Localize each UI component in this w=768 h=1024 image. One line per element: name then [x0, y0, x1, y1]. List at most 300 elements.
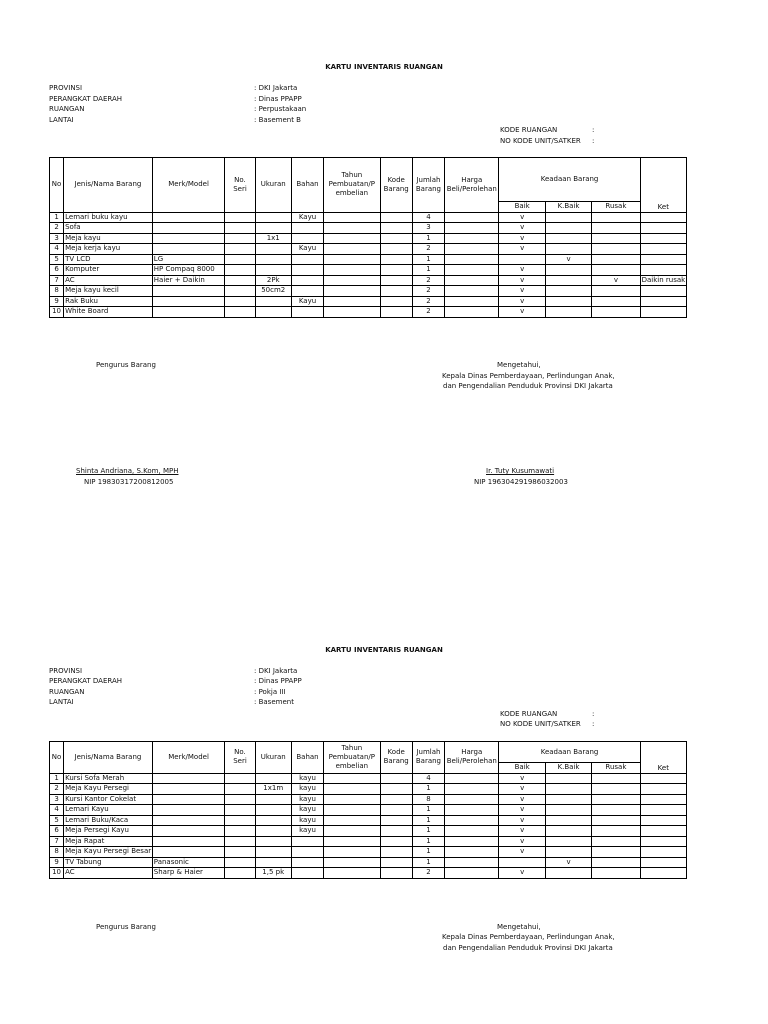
cell-baik: v	[499, 836, 545, 847]
cell-jenis: Meja Rapat	[64, 836, 153, 847]
cell-jumlah: 1	[412, 265, 444, 276]
pengurus-nip: NIP 19830317200812005	[84, 478, 174, 486]
cell-jumlah: 1	[412, 815, 444, 826]
cell-bahan: kayu	[291, 784, 323, 795]
table-row	[50, 836, 687, 847]
cell-bahan	[291, 836, 323, 847]
cell-merk	[152, 233, 225, 244]
cell-kode	[380, 265, 412, 276]
cell-tahun	[324, 254, 380, 265]
cell-merk: HP Compaq 8000	[152, 265, 225, 276]
cell-jumlah: 1	[412, 784, 444, 795]
cell-jumlah: 1	[412, 805, 444, 816]
cell-baik: v	[499, 296, 545, 307]
cell-seri	[225, 857, 255, 868]
cell-no: 8	[50, 286, 64, 297]
cell-ukuran	[255, 265, 291, 276]
cell-bahan: kayu	[291, 805, 323, 816]
cell-ukuran	[255, 244, 291, 255]
meta-label-perangkat: PERANGKAT DAERAH	[49, 95, 122, 103]
cell-ukuran	[255, 857, 291, 868]
cell-baik: v	[499, 275, 545, 286]
cell-no: 9	[50, 296, 64, 307]
header-ket: Ket	[640, 158, 686, 213]
cell-merk	[152, 794, 225, 805]
cell-baik: v	[499, 244, 545, 255]
cell-rusak	[592, 286, 640, 297]
cell-rusak	[592, 794, 640, 805]
cell-no: 5	[50, 254, 64, 265]
cell-rusak	[592, 784, 640, 795]
cell-baik: v	[499, 784, 545, 795]
cell-ket: Daikin rusak	[641, 275, 686, 284]
pengurus-barang-label: Pengurus Barang	[96, 361, 156, 369]
cell-kbaik	[545, 212, 591, 223]
cell-tahun	[324, 805, 380, 816]
cell-jumlah: 1	[412, 836, 444, 847]
cell-no: 2	[50, 223, 64, 234]
cell-seri	[225, 868, 255, 879]
meta-value-perangkat: : Dinas PPAPP	[254, 95, 302, 103]
cell-kode	[380, 857, 412, 868]
table-row	[50, 794, 687, 805]
header-ket: Ket	[640, 742, 686, 774]
cell-bahan	[291, 868, 323, 879]
cell-jumlah: 3	[412, 223, 444, 234]
table-row	[50, 784, 687, 795]
kode-ruangan-label: KODE RUANGAN	[500, 126, 558, 134]
cell-jenis: Meja Persegi Kayu	[64, 826, 153, 837]
cell-jumlah: 2	[412, 275, 444, 286]
cell-ukuran: 1,5 pk	[255, 868, 291, 879]
cell-merk: Sharp & Haier	[152, 868, 225, 879]
cell-kode	[380, 254, 412, 265]
cell-harga	[445, 868, 499, 879]
meta-label-lantai-2: LANTAI	[49, 698, 74, 706]
cell-seri	[225, 805, 255, 816]
cell-harga	[445, 826, 499, 837]
cell-tahun	[324, 847, 380, 858]
cell-seri	[225, 233, 255, 244]
header-harga: Harga Beli/Perolehan	[445, 742, 499, 774]
cell-kbaik	[545, 805, 591, 816]
cell-jenis: Kursi Kantor Cokelat	[64, 794, 153, 805]
cell-ket	[640, 826, 686, 837]
cell-merk: Haier + Daikin	[152, 275, 225, 286]
cell-jenis: Rak Buku	[64, 296, 153, 307]
cell-bahan: Kayu	[291, 296, 323, 307]
no-kode-label-2: NO KODE UNIT/SATKER	[500, 720, 581, 728]
cell-no: 7	[50, 836, 64, 847]
cell-bahan	[291, 857, 323, 868]
cell-seri	[225, 784, 255, 795]
cell-harga	[445, 847, 499, 858]
header-bahan: Bahan	[291, 158, 323, 213]
cell-ket	[640, 847, 686, 858]
cell-merk	[152, 212, 225, 223]
cell-ukuran: 1x1m	[255, 784, 291, 795]
meta-value-lantai: : Basement B	[254, 116, 301, 124]
cell-kbaik	[545, 794, 591, 805]
cell-merk	[152, 286, 225, 297]
header-merk: Merk/Model	[152, 158, 225, 213]
kepala-dinas-line1: Kepala Dinas Pemberdayaan, Perlindungan Anak,	[442, 372, 615, 380]
header-jumlah: Jumlah Barang	[412, 158, 444, 213]
cell-rusak	[592, 265, 640, 276]
cell-tahun	[324, 826, 380, 837]
cell-merk	[152, 773, 225, 784]
cell-jenis: Komputer	[64, 265, 153, 276]
cell-no: 4	[50, 805, 64, 816]
cell-seri	[225, 212, 255, 223]
header-seri: No. Seri	[225, 158, 255, 213]
cell-ket	[640, 815, 686, 826]
cell-baik: v	[499, 805, 545, 816]
kode-ruangan-colon: :	[592, 126, 595, 134]
cell-jumlah: 2	[412, 286, 444, 297]
cell-kbaik	[545, 223, 591, 234]
table-row	[50, 275, 687, 286]
header-rusak: Rusak	[592, 202, 640, 213]
cell-tahun	[324, 836, 380, 847]
cell-baik	[499, 254, 545, 265]
cell-bahan: kayu	[291, 826, 323, 837]
cell-jumlah: 2	[412, 244, 444, 255]
cell-ukuran	[255, 847, 291, 858]
cell-ukuran: 1x1	[255, 233, 291, 244]
cell-rusak	[592, 826, 640, 837]
header-ukuran: Ukuran	[255, 158, 291, 213]
cell-jumlah: 1	[412, 233, 444, 244]
cell-baik: v	[499, 233, 545, 244]
cell-seri	[225, 826, 255, 837]
cell-rusak	[592, 773, 640, 784]
cell-merk: Panasonic	[152, 857, 225, 868]
cell-rusak	[592, 254, 640, 265]
cell-tahun	[324, 794, 380, 805]
cell-ukuran	[255, 254, 291, 265]
cell-kbaik	[545, 296, 591, 307]
cell-jenis: Meja kerja kayu	[64, 244, 153, 255]
header-jenis: Jenis/Nama Barang	[64, 742, 153, 774]
cell-kode	[380, 815, 412, 826]
no-kode-colon-2: :	[592, 720, 595, 728]
cell-harga	[445, 784, 499, 795]
cell-no: 9	[50, 857, 64, 868]
cell-baik: v	[499, 265, 545, 276]
cell-kbaik	[545, 265, 591, 276]
table-row	[50, 307, 687, 318]
cell-ukuran: 50cm2	[255, 286, 291, 297]
cell-rusak	[592, 233, 640, 244]
cell-rusak	[592, 805, 640, 816]
cell-bahan	[291, 233, 323, 244]
cell-jenis: TV LCD	[64, 254, 153, 265]
cell-jenis: AC	[64, 868, 153, 879]
kepala-dinas-line2: dan Pengendalian Penduduk Provinsi DKI Jakarta	[443, 382, 613, 390]
cell-jumlah: 2	[412, 307, 444, 318]
meta-value-ruangan-2: : Pokja III	[254, 688, 286, 696]
mengetahui-label-2: Mengetahui,	[497, 923, 541, 931]
cell-harga	[445, 233, 499, 244]
cell-jumlah: 8	[412, 794, 444, 805]
cell-jenis: Meja Kayu Persegi	[64, 784, 153, 795]
cell-bahan	[291, 307, 323, 318]
cell-bahan: Kayu	[291, 212, 323, 223]
table-row	[50, 233, 687, 244]
cell-merk	[152, 836, 225, 847]
cell-rusak	[592, 296, 640, 307]
cell-kbaik	[545, 868, 591, 879]
cell-rusak: v	[592, 275, 640, 286]
cell-jenis: Meja kayu kecil	[64, 286, 153, 297]
cell-tahun	[324, 212, 380, 223]
cell-jenis: White Board	[64, 307, 153, 318]
cell-harga	[445, 794, 499, 805]
cell-ukuran	[255, 826, 291, 837]
cell-kode	[380, 286, 412, 297]
cell-harga	[445, 296, 499, 307]
header-jenis: Jenis/Nama Barang	[64, 158, 153, 213]
cell-harga	[445, 286, 499, 297]
cell-bahan: kayu	[291, 773, 323, 784]
cell-kode	[380, 307, 412, 318]
cell-merk	[152, 815, 225, 826]
cell-bahan	[291, 254, 323, 265]
cell-seri	[225, 275, 255, 286]
cell-merk: LG	[152, 254, 225, 265]
cell-kode	[380, 773, 412, 784]
cell-ket	[640, 805, 686, 816]
header-kode: Kode Barang	[380, 158, 412, 213]
card-title: KARTU INVENTARIS RUANGAN	[325, 63, 443, 71]
table-row	[50, 265, 687, 276]
cell-harga	[445, 836, 499, 847]
table-row	[50, 212, 687, 223]
cell-ket	[640, 307, 686, 318]
table-row	[50, 296, 687, 307]
cell-kode	[380, 826, 412, 837]
meta-label-lantai: LANTAI	[49, 116, 74, 124]
table-row	[50, 286, 687, 297]
cell-seri	[225, 307, 255, 318]
cell-baik: v	[499, 868, 545, 879]
cell-jumlah: 1	[412, 826, 444, 837]
cell-rusak	[592, 244, 640, 255]
inventory-table-2	[49, 741, 687, 879]
cell-ukuran	[255, 815, 291, 826]
cell-ket	[640, 212, 686, 223]
cell-seri	[225, 773, 255, 784]
cell-kbaik	[545, 815, 591, 826]
kepala-name: Ir. Tuty Kusumawati	[486, 467, 555, 475]
cell-no: 3	[50, 233, 64, 244]
cell-merk	[152, 784, 225, 795]
cell-baik: v	[499, 212, 545, 223]
cell-baik: v	[499, 773, 545, 784]
cell-kode	[380, 223, 412, 234]
meta-value-perangkat-2: : Dinas PPAPP	[254, 677, 302, 685]
cell-rusak	[592, 868, 640, 879]
cell-baik	[499, 857, 545, 868]
cell-no: 6	[50, 265, 64, 276]
cell-baik: v	[499, 307, 545, 318]
cell-bahan	[291, 847, 323, 858]
header-kbaik: K.Baik	[545, 763, 591, 774]
cell-kbaik	[545, 784, 591, 795]
cell-jumlah: 1	[412, 254, 444, 265]
cell-kbaik	[545, 773, 591, 784]
cell-harga	[445, 275, 499, 286]
cell-jenis: Lemari buku kayu	[64, 212, 153, 223]
cell-kode	[380, 244, 412, 255]
cell-merk	[152, 805, 225, 816]
inventory-table	[49, 157, 687, 318]
cell-kode	[380, 233, 412, 244]
cell-harga	[445, 212, 499, 223]
cell-tahun	[324, 286, 380, 297]
meta-label-provinsi-2: PROVINSI	[49, 667, 83, 675]
cell-harga	[445, 857, 499, 868]
meta-label-ruangan: RUANGAN	[49, 105, 85, 113]
cell-kbaik: v	[545, 857, 591, 868]
cell-jumlah: 4	[412, 212, 444, 223]
cell-bahan	[291, 265, 323, 276]
cell-kbaik	[545, 275, 591, 286]
cell-ket	[640, 233, 686, 244]
cell-seri	[225, 286, 255, 297]
cell-ket	[640, 836, 686, 847]
cell-rusak	[592, 836, 640, 847]
cell-jenis: AC	[64, 275, 153, 286]
cell-merk	[152, 223, 225, 234]
cell-baik: v	[499, 815, 545, 826]
cell-merk	[152, 826, 225, 837]
header-seri: No. Seri	[225, 742, 255, 774]
table-row	[50, 254, 687, 265]
cell-ket	[640, 223, 686, 234]
cell-kode	[380, 794, 412, 805]
cell-kode	[380, 836, 412, 847]
cell-tahun	[324, 265, 380, 276]
table-row	[50, 847, 687, 858]
cell-jumlah: 2	[412, 868, 444, 879]
cell-no: 2	[50, 784, 64, 795]
cell-kode	[380, 847, 412, 858]
cell-ukuran	[255, 212, 291, 223]
cell-harga	[445, 815, 499, 826]
cell-bahan: kayu	[291, 815, 323, 826]
cell-tahun	[324, 857, 380, 868]
table-row	[50, 805, 687, 816]
cell-rusak	[592, 307, 640, 318]
cell-baik: v	[499, 847, 545, 858]
cell-jenis: Sofa	[64, 223, 153, 234]
cell-tahun	[324, 307, 380, 318]
table-row	[50, 773, 687, 784]
cell-rusak	[592, 815, 640, 826]
header-no: No	[50, 158, 64, 213]
cell-harga	[445, 805, 499, 816]
cell-baik: v	[499, 794, 545, 805]
meta-value-lantai-2: : Basement	[254, 698, 294, 706]
no-kode-colon: :	[592, 137, 595, 145]
cell-kode	[380, 212, 412, 223]
card-title-2: KARTU INVENTARIS RUANGAN	[325, 646, 443, 654]
cell-ukuran: 2Pk	[255, 275, 291, 286]
cell-merk	[152, 244, 225, 255]
cell-ket	[640, 857, 686, 868]
header-keadaan: Keadaan Barang	[499, 158, 640, 202]
table-row	[50, 244, 687, 255]
cell-harga	[445, 265, 499, 276]
cell-ket	[640, 868, 686, 879]
cell-kbaik	[545, 847, 591, 858]
cell-ket	[640, 254, 686, 265]
cell-ket	[640, 784, 686, 795]
cell-bahan	[291, 223, 323, 234]
pengurus-name: Shinta Andriana, S.Kom, MPH	[76, 467, 179, 475]
header-kode: Kode Barang	[380, 742, 412, 774]
cell-jenis: TV Tabung	[64, 857, 153, 868]
cell-no: 10	[50, 868, 64, 879]
cell-bahan: Kayu	[291, 244, 323, 255]
header-baik: Baik	[499, 202, 545, 213]
header-tahun: Tahun Pembuatan/P embelian	[324, 742, 380, 774]
header-no: No	[50, 742, 64, 774]
cell-ket	[640, 794, 686, 805]
kode-ruangan-label-2: KODE RUANGAN	[500, 710, 558, 718]
cell-merk	[152, 307, 225, 318]
meta-label-perangkat-2: PERANGKAT DAERAH	[49, 677, 122, 685]
cell-rusak	[592, 212, 640, 223]
meta-value-provinsi-2: : DKI Jakarta	[254, 667, 298, 675]
cell-baik: v	[499, 223, 545, 234]
no-kode-label: NO KODE UNIT/SATKER	[500, 137, 581, 145]
kode-ruangan-colon-2: :	[592, 710, 595, 718]
header-jumlah: Jumlah Barang	[412, 742, 444, 774]
cell-ukuran	[255, 805, 291, 816]
cell-no: 6	[50, 826, 64, 837]
cell-ukuran	[255, 307, 291, 318]
cell-bahan	[291, 286, 323, 297]
cell-kbaik	[545, 286, 591, 297]
cell-rusak	[592, 857, 640, 868]
cell-tahun	[324, 296, 380, 307]
cell-tahun	[324, 784, 380, 795]
kepala-dinas-line1-2: Kepala Dinas Pemberdayaan, Perlindungan Anak,	[442, 933, 615, 941]
cell-ket	[640, 265, 686, 276]
mengetahui-label: Mengetahui,	[497, 361, 541, 369]
cell-tahun	[324, 815, 380, 826]
cell-kbaik	[545, 836, 591, 847]
cell-ukuran	[255, 836, 291, 847]
cell-ukuran	[255, 794, 291, 805]
cell-seri	[225, 254, 255, 265]
cell-no: 5	[50, 815, 64, 826]
meta-value-ruangan: : Perpustakaan	[254, 105, 307, 113]
cell-harga	[445, 773, 499, 784]
cell-ket	[640, 244, 686, 255]
cell-tahun	[324, 275, 380, 286]
header-bahan: Bahan	[291, 742, 323, 774]
cell-kode	[380, 784, 412, 795]
cell-no: 7	[50, 275, 64, 286]
header-ukuran: Ukuran	[255, 742, 291, 774]
cell-harga	[445, 254, 499, 265]
table-row	[50, 826, 687, 837]
cell-jumlah: 1	[412, 857, 444, 868]
